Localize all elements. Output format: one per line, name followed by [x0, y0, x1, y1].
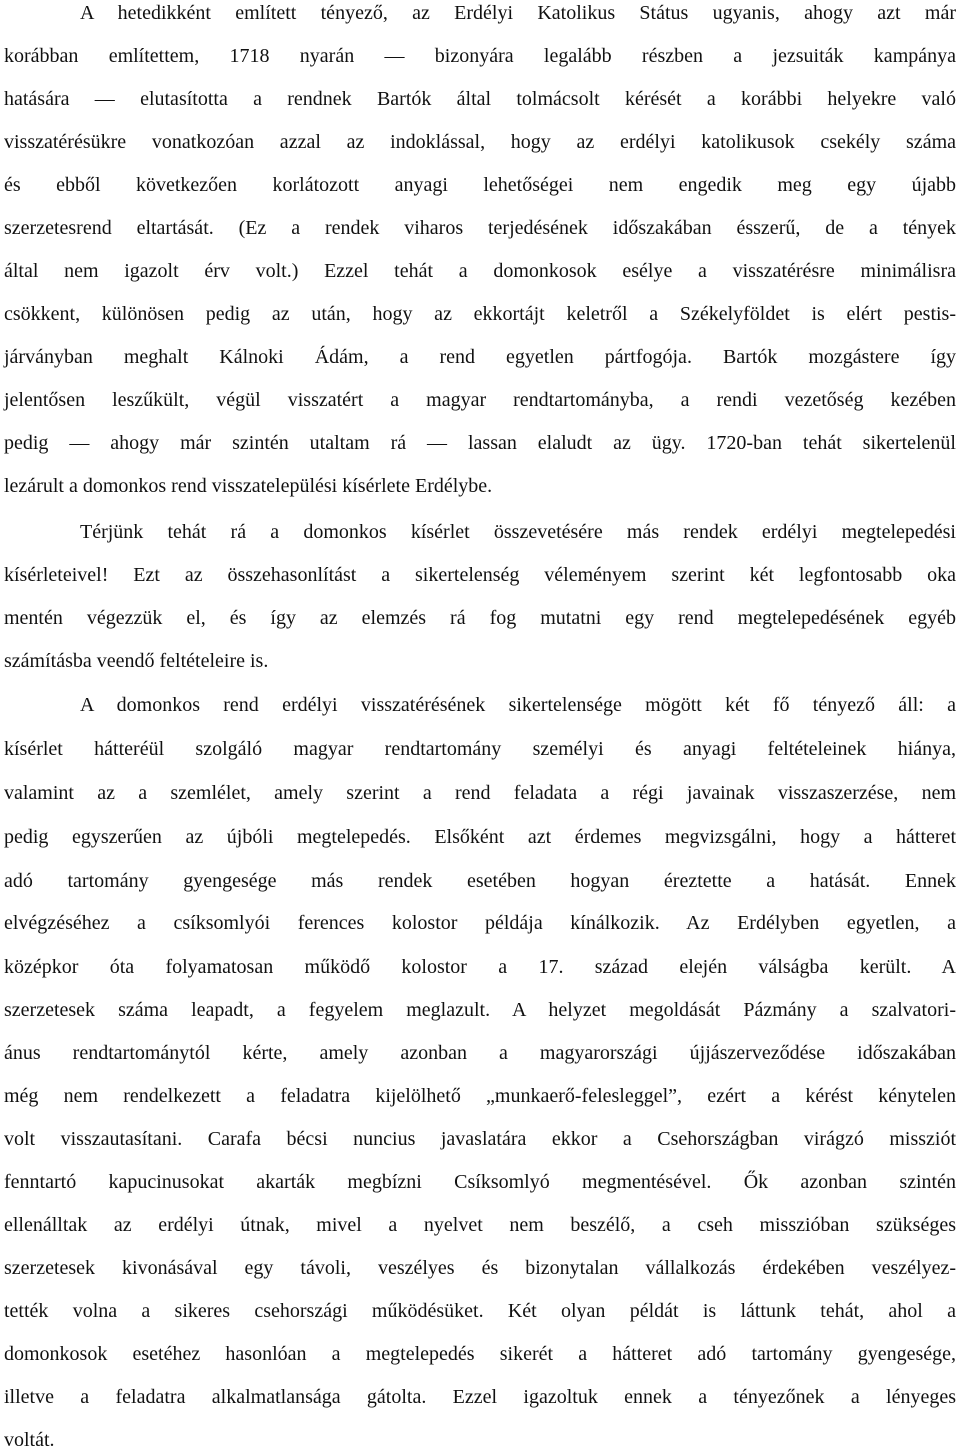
text-line: elvégzéséhez a csíksomlyói ferences kolostor példája kínálkozik. Az Erdélyben egyetlen, a	[4, 912, 956, 934]
text-line: pedig egyszerűen az újbóli megtelepedés. Elsőként azt érdemes megvizsgálni, hogy a hátteret	[4, 826, 956, 848]
text-line: korábban említettem, 1718 nyarán — bizonyára legalább részben a jezsuiták kampánya	[4, 45, 956, 67]
text-line: szerzetesek száma leapadt, a fegyelem meglazult. A helyzet megoldását Pázmány a szalvatori-	[4, 999, 956, 1021]
text-line: által nem igazolt érv volt.) Ezzel tehát a domonkosok esélye a visszatérésre minimálisra	[4, 260, 956, 282]
text-line: domonkosok esetéhez hasonlóan a megtelepedés sikerét a hátteret adó tartomány gyengesége,	[4, 1343, 956, 1365]
text-line: visszatérésükre vonatkozóan azzal az indoklással, hogy az erdélyi katolikusok csekély száma	[4, 131, 956, 153]
text-line: tették volna a sikeres csehországi működésüket. Két olyan példát is láttunk tehát, ahol a	[4, 1300, 956, 1322]
text-line: volt visszautasítani. Carafa bécsi nuncius javaslatára ekkor a Csehországban virágzó missziót	[4, 1128, 956, 1150]
text-line: lezárult a domonkos rend visszatelepülési kísérlete Erdélybe.	[4, 475, 493, 497]
text-line: középkor óta folyamatosan működő kolostor a 17. század elején válságba került. A	[4, 956, 956, 978]
text-line: pedig — ahogy már szintén utaltam rá — lassan elaludt az ügy. 1720-ban tehát sikertelenül	[4, 432, 956, 454]
text-line: kísérlet hátteréül szolgáló magyar rendtartomány személyi és anyagi feltételeinek hiánya,	[4, 738, 956, 760]
text-line: Térjünk tehát rá a domonkos kísérlet összevetésére más rendek erdélyi megtelepedési	[80, 521, 956, 543]
text-line: számításba veendő feltételeire is.	[4, 650, 269, 672]
text-line: valamint az a szemlélet, amely szerint a rend feladata a régi javainak visszaszerzése, nem	[4, 782, 956, 804]
text-line: csökkent, különösen pedig az után, hogy az ekkortájt keletről a Székelyföldet is elért pestis-	[4, 303, 956, 325]
text-line: A hetedikként említett tényező, az Erdélyi Katolikus Státus ugyanis, ahogy azt már	[80, 2, 956, 24]
text-line: még nem rendelkezett a feladatra kijelölhető „munkaerő-felesleggel”, ezért a kérést kénytelen	[4, 1085, 956, 1107]
text-line: A domonkos rend erdélyi visszatérésének sikertelensége mögött két fő tényező áll: a	[80, 694, 956, 716]
text-line: fenntartó kapucinusokat akarták megbízni Csíksomlyó megmentésével. Ők azonban szintén	[4, 1171, 956, 1193]
text-line: ellenálltak az erdélyi útnak, mivel a nyelvet nem beszélő, a cseh misszióban szükséges	[4, 1214, 956, 1236]
text-line: hatására — elutasította a rendnek Bartók által tolmácsolt kérését a korábbi helyekre való	[4, 88, 956, 110]
text-line: és ebből következően korlátozott anyagi lehetőségei nem engedik meg egy újabb	[4, 174, 956, 196]
text-line: járványban meghalt Kálnoki Ádám, a rend egyetlen pártfogója. Bartók mozgástere így	[4, 346, 956, 368]
text-line: voltát.	[4, 1429, 55, 1451]
text-line: kísérleteivel! Ezt az összehasonlítást a sikertelenség véleményem szerint két legfontosabb oka	[4, 564, 956, 586]
text-line: mentén végezzük el, és így az elemzés rá fog mutatni egy rend megtelepedésének egyéb	[4, 607, 956, 629]
text-line: illetve a feladatra alkalmatlansága gátolta. Ezzel igazoltuk ennek a tényezőnek a lényeges	[4, 1386, 956, 1408]
text-line: szerzetesrend eltartását. (Ez a rendek viharos terjedésének időszakában ésszerű, de a tények	[4, 217, 956, 239]
text-line: adó tartomány gyengesége más rendek esetében hogyan éreztette a hatását. Ennek	[4, 870, 956, 892]
text-line: szerzetesek kivonásával egy távoli, veszélyes és bizonytalan vállalkozás érdekében veszélyez-	[4, 1257, 956, 1279]
text-line: jelentősen leszűkült, végül visszatért a magyar rendtartományba, a rendi vezetőség kezében	[4, 389, 956, 411]
text-line: ánus rendtartománytól kérte, amely azonban a magyarországi újjászerveződése időszakában	[4, 1042, 956, 1064]
